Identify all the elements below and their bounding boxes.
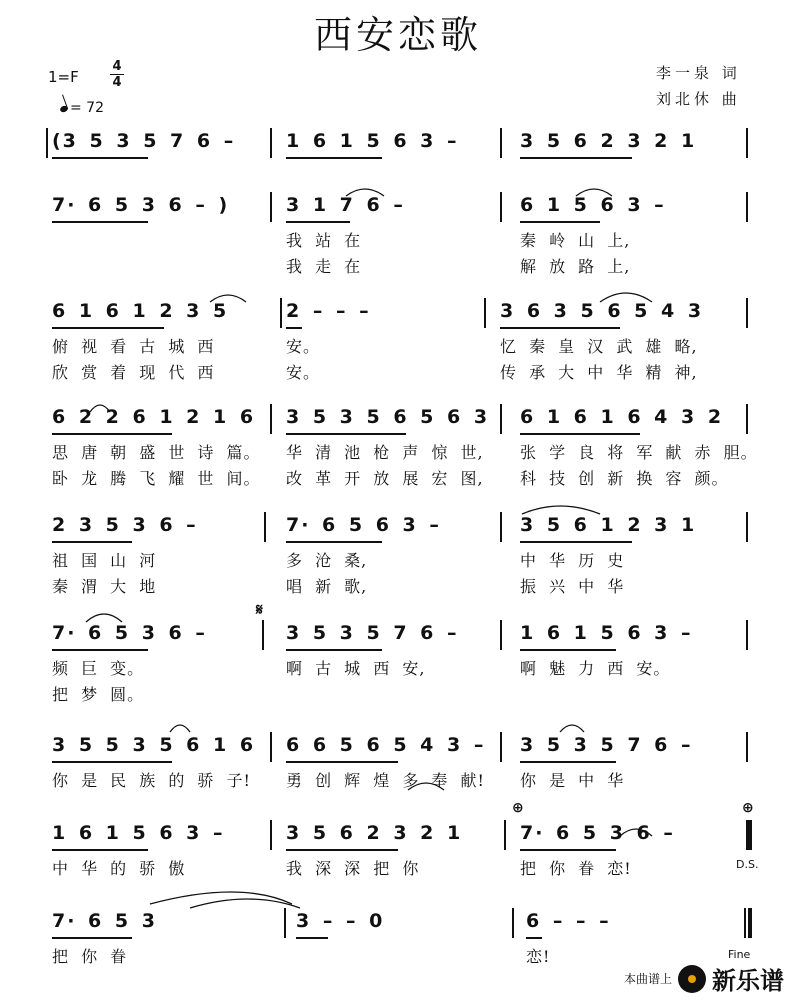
slur xyxy=(346,189,384,196)
measure-notes: 7· 6 5 6 3 – xyxy=(286,514,441,536)
lyricist-credit: 李一泉 词 xyxy=(656,64,741,82)
measure-notes: 2 – – – xyxy=(286,300,371,322)
lyric-verse-1: 中 华 的 骄 傲 xyxy=(52,859,186,878)
lyric-verse-1: 我 深 深 把 你 xyxy=(286,859,420,878)
lyric-verse-2: 振 兴 中 华 xyxy=(520,577,625,596)
lyric-verse-1: 把 你 眷 恋! xyxy=(520,859,632,878)
lyric-verse-1: 祖 国 山 河 xyxy=(52,551,157,570)
slur xyxy=(150,892,292,904)
lyric-verse-1: 思 唐 朝 盛 世 诗 篇。 xyxy=(52,443,261,462)
lyric-verse-1: 忆 秦 皇 汉 武 雄 略, xyxy=(500,337,698,356)
measure-notes: 3 5 3 5 7 6 – xyxy=(286,622,459,644)
fine-label: Fine xyxy=(728,948,751,961)
lyric-verse-1: 多 沧 桑, xyxy=(286,551,368,570)
measure-notes: 7· 6 5 3 6 – ) xyxy=(52,194,230,216)
measure-notes: 3 5 6 1 2 3 1 xyxy=(520,514,697,536)
measure-notes: 1 6 1 5 6 3 – xyxy=(52,822,225,844)
measure-notes: 3 5 3 5 7 6 – xyxy=(520,734,693,756)
lyric-verse-1: 把 你 眷 xyxy=(52,947,128,966)
measure-notes: 1 6 1 5 6 3 – xyxy=(520,622,693,644)
slur xyxy=(408,783,444,790)
lyric-verse-1: 恋! xyxy=(526,947,551,966)
lyric-verse-2: 把 梦 圆。 xyxy=(52,685,145,704)
lyric-verse-1: 安。 xyxy=(286,337,321,356)
lyric-verse-1: 啊 古 城 西 安, xyxy=(286,659,426,678)
lyric-verse-2: 改 革 开 放 展 宏 图, xyxy=(286,469,484,488)
lyric-verse-2: 我 走 在 xyxy=(286,257,362,276)
lyric-verse-1: 俯 视 看 古 城 西 xyxy=(52,337,215,356)
measure-notes: 6 6 5 6 5 4 3 – xyxy=(286,734,486,756)
lyric-verse-1: 中 华 历 史 xyxy=(520,551,625,570)
lyric-verse-2: 唱 新 歌, xyxy=(286,577,368,596)
measure-notes: 3 6 3 5 6 5 4 3 xyxy=(500,300,704,322)
slur xyxy=(600,293,652,302)
lyric-verse-2: 卧 龙 腾 飞 耀 世 间。 xyxy=(52,469,261,488)
lyric-verse-1: 啊 魅 力 西 安。 xyxy=(520,659,671,678)
lyric-verse-1: 我 站 在 xyxy=(286,231,362,250)
measure-notes: 6 1 5 6 3 – xyxy=(520,194,666,216)
tempo-marking: = 72 xyxy=(60,100,104,116)
slur xyxy=(170,725,190,732)
slur xyxy=(576,189,612,196)
measure-notes: 3 5 3 5 6 5 6 3 xyxy=(286,406,490,428)
slur xyxy=(620,829,652,836)
measure-notes: 6 2 2 6 1 2 1 6 xyxy=(52,406,256,428)
slur xyxy=(560,725,584,732)
lyric-verse-1: 华 清 池 枪 声 惊 世, xyxy=(286,443,484,462)
slur xyxy=(90,405,110,412)
measure-notes: 6 1 6 1 2 3 5 xyxy=(52,300,229,322)
measure-notes: 3 5 5 3 5 6 1 6 xyxy=(52,734,256,756)
measure-notes: 6 1 6 1 6 4 3 2 xyxy=(520,406,724,428)
measure-notes: 3 5 6 2 3 2 1 xyxy=(520,130,697,152)
measure-notes: 3 5 6 2 3 2 1 xyxy=(286,822,463,844)
measure-notes: (3 5 3 5 7 6 – xyxy=(52,130,236,152)
lyric-verse-2: 解 放 路 上, xyxy=(520,257,631,276)
lyric-verse-1: 勇 创 辉 煌 多 奉 献! xyxy=(286,771,485,790)
lyric-verse-2: 科 技 创 新 换 容 颜。 xyxy=(520,469,729,488)
slur xyxy=(522,506,600,514)
lyric-verse-1: 你 是 中 华 xyxy=(520,771,625,790)
lyric-verse-1: 频 巨 变。 xyxy=(52,659,145,678)
lyric-verse-2: 秦 渭 大 地 xyxy=(52,577,157,596)
lyric-verse-1: 张 学 良 将 军 献 赤 胆。 xyxy=(520,443,758,462)
slur xyxy=(86,614,122,622)
coda-icon: ⊕ xyxy=(742,800,754,816)
page-title: 西安恋歌 xyxy=(313,13,482,57)
ds-label: D.S. xyxy=(736,858,759,871)
lyric-verse-1: 秦 岭 山 上, xyxy=(520,231,631,250)
time-signature: 4 4 xyxy=(110,60,124,89)
key-signature: 1=F xyxy=(48,68,79,86)
measure-notes: 1 6 1 5 6 3 – xyxy=(286,130,459,152)
lyric-verse-1: 你 是 民 族 的 骄 子! xyxy=(52,771,251,790)
measure-notes: 7· 6 5 3 6 – xyxy=(520,822,675,844)
measure-notes: 3 – – 0 xyxy=(296,910,385,932)
segno-icon: 𝄋 xyxy=(256,600,263,619)
slur xyxy=(210,295,246,302)
measure-notes: 7· 6 5 3 xyxy=(52,910,157,932)
measure-notes: 6 – – – xyxy=(526,910,611,932)
measure-notes: 3 1 7 6 – xyxy=(286,194,405,216)
lyric-verse-2: 传 承 大 中 华 精 神, xyxy=(500,363,698,382)
measure-notes: 2 3 5 3 6 – xyxy=(52,514,198,536)
measure-notes: 7· 6 5 3 6 – xyxy=(52,622,207,644)
watermark-brand: 新乐谱 xyxy=(712,967,784,995)
coda-icon: ⊕ xyxy=(512,800,524,816)
composer-credit: 刘北休 曲 xyxy=(656,90,741,108)
lyric-verse-2: 欣 赏 着 现 代 西 xyxy=(52,363,215,382)
watermark-prefix: 本曲谱上 xyxy=(623,972,672,986)
lyric-verse-2: 安。 xyxy=(286,363,321,382)
